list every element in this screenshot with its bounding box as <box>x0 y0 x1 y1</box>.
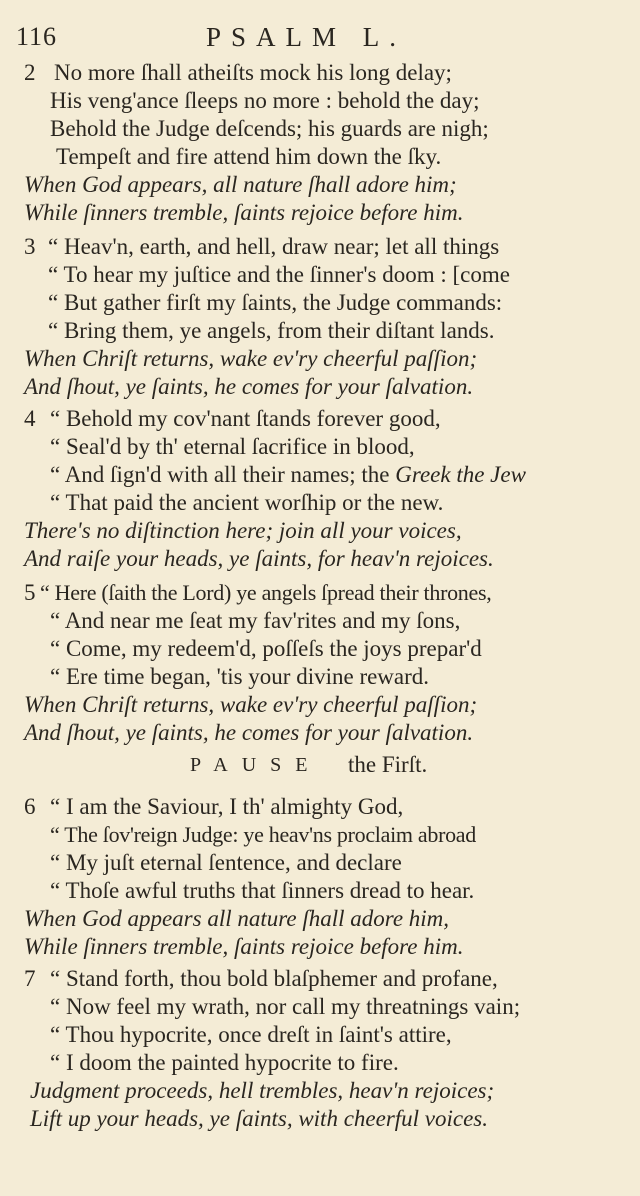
verse-line: “ Behold my cov'nant ſtands forever good, <box>50 406 441 431</box>
verse-line: “ Come, my redeem'd, poſſeſs the joys prepar'd <box>50 636 482 661</box>
verse-line: “ My juſt eternal ſentence, and declare <box>50 850 402 875</box>
verse-line: “ Heav'n, earth, and hell, draw near; let all things <box>48 234 500 259</box>
chorus-line: When Chriſt returns, wake ev'ry cheerful paſſion; <box>24 692 478 717</box>
chorus-line: While ſinners tremble, ſaints rejoice before him. <box>24 200 464 225</box>
verse-line <box>50 462 526 488</box>
chorus-line: Lift up your heads, ye ſaints, with cheerful voices. <box>30 1106 489 1131</box>
verse-line: Behold the Judge deſcends; his guards are nigh; <box>50 116 489 141</box>
verse-line: “ Here (ſaith the Lord) ye angels ſpread their thrones, <box>40 580 492 605</box>
stanza-number: 7 <box>24 966 36 991</box>
stanza-number: 2 <box>24 60 36 85</box>
verse-line: His veng'ance ſleeps no more : behold the day; <box>50 88 480 113</box>
verse-line: “ But gather firſt my ſaints, the Judge commands: <box>48 290 503 315</box>
verse-text: “ And ſign'd with all their names; the <box>50 462 390 487</box>
verse-line: “ The ſov'reign Judge: ye heav'ns proclaim abroad <box>50 822 476 847</box>
page-title: PSALM L. <box>206 22 407 52</box>
verse-line: “ Now feel my wrath, nor call my threatnings vain; <box>50 994 521 1019</box>
verse-line: “ That paid the ancient worſhip or the new. <box>50 490 444 515</box>
verse-line: “ Bring them, ye angels, from their diſtant lands. <box>48 318 495 343</box>
verse-line: Tempeſt and fire attend him down the ſky. <box>56 144 442 169</box>
verse-line: “ Thou hypocrite, once dreſt in ſaint's attire, <box>50 1022 452 1047</box>
verse-line: “ I am the Saviour, I th' almighty God, <box>50 794 404 819</box>
verse-line: “ Ere time began, 'tis your divine reward. <box>50 664 430 689</box>
chorus-line: And ſhout, ye ſaints, he comes for your ſalvation. <box>24 374 474 399</box>
stanza-number: 6 <box>24 794 36 819</box>
verse-italic: Greek the Jew <box>395 462 526 487</box>
chorus-line: When God appears, all nature ſhall adore him; <box>24 172 457 197</box>
chorus-line: When Chriſt returns, wake ev'ry cheerful paſſion; <box>24 346 478 371</box>
verse-line: No more ſhall atheiſts mock his long delay; <box>54 60 452 85</box>
chorus-line: There's no diſtinction here; join all your voices, <box>24 518 462 543</box>
stanza-number: 5 <box>24 580 36 605</box>
verse-line: “ I doom the painted hypocrite to fire. <box>50 1050 399 1075</box>
pause-subheading: the Firſt. <box>348 752 428 777</box>
chorus-line: And raiſe your heads, ye ſaints, for heav'n rejoices. <box>24 546 494 571</box>
chorus-line: Judgment proceeds, hell trembles, heav'n rejoices; <box>30 1078 495 1103</box>
stanza-number: 4 <box>24 406 36 431</box>
verse-line: “ To hear my juſtice and the ſinner's doom : [come <box>48 262 510 287</box>
chorus-line: When God appears all nature ſhall adore him, <box>24 906 450 931</box>
verse-line: “ Thoſe awful truths that ſinners dread to hear. <box>50 878 475 903</box>
verse-line: “ Stand forth, thou bold blaſphemer and profane, <box>50 966 498 991</box>
chorus-line: While ſinners tremble, ſaints rejoice before him. <box>24 934 464 959</box>
pause-heading: PAUSE <box>190 754 322 776</box>
verse-line: “ Seal'd by th' eternal ſacrifice in blood, <box>50 434 415 459</box>
page-number: 116 <box>16 22 58 51</box>
verse-line: “ And near me ſeat my fav'rites and my ſons, <box>50 608 461 633</box>
stanza-number: 3 <box>24 234 36 259</box>
chorus-line: And ſhout, ye ſaints, he comes for your ſalvation. <box>24 720 474 745</box>
